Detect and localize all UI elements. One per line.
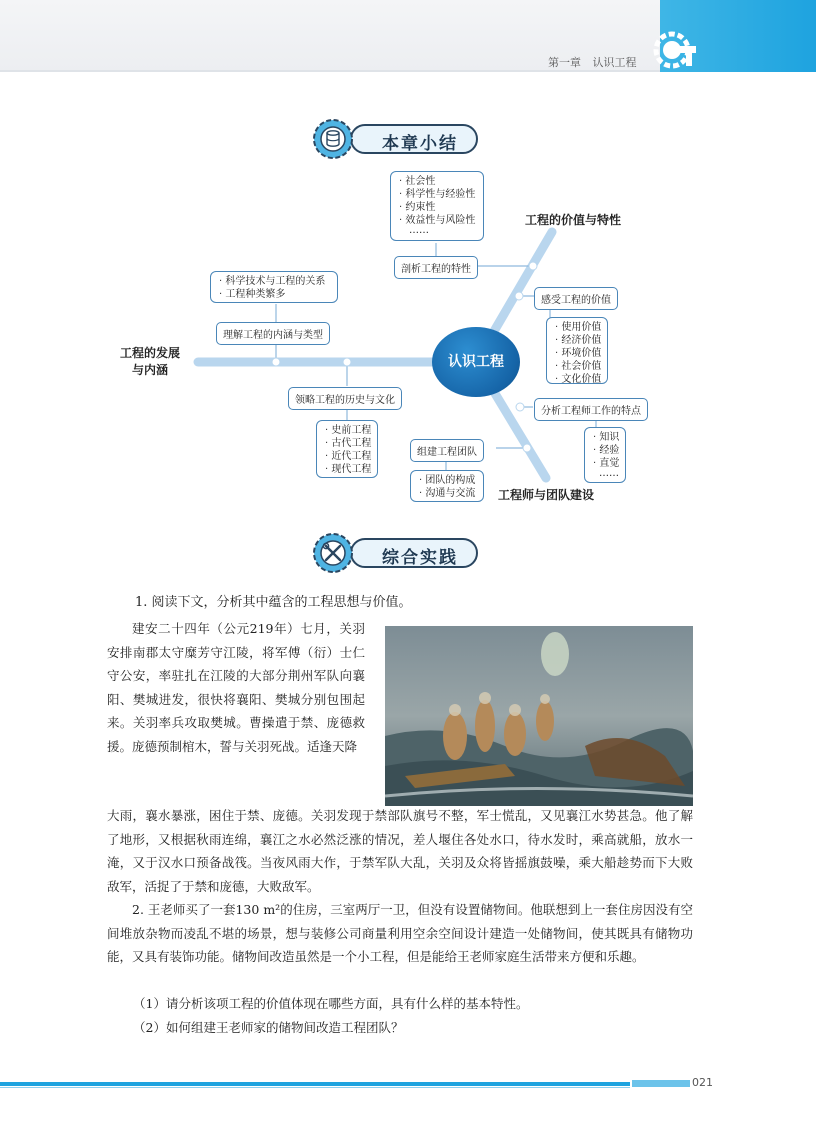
- practice-section-title: [310, 530, 490, 576]
- history-list: [316, 420, 378, 478]
- node-analyze-features: 剖析工程的特性: [394, 256, 478, 279]
- summary-section-title: [310, 116, 490, 162]
- list-item: · 约束性: [399, 201, 475, 214]
- engineer-list: [584, 427, 626, 483]
- list-item: · 近代工程: [325, 450, 369, 463]
- list-ellipsis: ……: [409, 225, 429, 236]
- question-2-part-1: （1）请分析该项工程的价值体现在哪些方面，具有什么样的基本特性。: [133, 996, 529, 1011]
- chapter-title: 认识工程: [592, 56, 637, 69]
- list-item: · 史前工程: [325, 424, 369, 437]
- tools-icon: [310, 530, 360, 576]
- list-item: · 社会价值: [555, 360, 599, 373]
- list-item: · 经济价值: [555, 334, 599, 347]
- list-item: · 文化价值: [555, 373, 599, 386]
- question-1: 1. 阅读下文，分析其中蕴含的工程思想与价值。: [135, 595, 412, 610]
- list-item: · 效益性与风险性: [399, 214, 475, 227]
- question-2: 2. 王老师买了一套130 m²的住房，三室两厅一卫，但没有设置储物间。他联想到上一套住房因没有空间堆放杂物而凌乱不堪的场景，想与装修公司商量利用空余空间设计建造一处储物间，使其既具有储物功能，又具有装饰功能。储物间改造虽然是一个小工程，但是能给王老师家庭生活带来方便和乐趣。: [107, 902, 693, 964]
- list-item: · 科学技术与工程的关系: [219, 275, 329, 288]
- list-item: · 工程种类繁多: [219, 288, 329, 301]
- list-item: · 经验: [593, 444, 617, 457]
- list-item: · 科学性与经验性: [399, 188, 475, 201]
- list-item: · 直觉: [593, 457, 617, 470]
- footer-rule-thin: [0, 1087, 630, 1088]
- chapter-number: 第一章: [548, 56, 581, 69]
- list-item: · 环境价值: [555, 347, 599, 360]
- branch-label-value: 工程的价值与特性: [525, 213, 622, 227]
- practice-title-text: 综合实践: [382, 548, 458, 568]
- list-item: · 现代工程: [325, 463, 369, 476]
- header-divider: [0, 70, 660, 72]
- node-history-culture: 领略工程的历史与文化: [288, 387, 402, 410]
- gear-icon: [650, 20, 702, 72]
- features-list: [390, 171, 484, 241]
- question-2-part-2: （2）如何组建王老师家的储物间改造工程团队？: [133, 1020, 404, 1035]
- running-header: [548, 54, 645, 70]
- list-item: · 社会性: [399, 175, 475, 188]
- node-engineer-work: 分析工程师工作的特点: [534, 398, 648, 421]
- team-list: [410, 470, 484, 502]
- node-build-team: 组建工程团队: [410, 439, 484, 462]
- list-item: · 沟通与交流: [419, 487, 475, 500]
- practice-title-pill: [350, 538, 478, 568]
- node-understand-connotation: 理解工程的内涵与类型: [216, 322, 330, 345]
- summary-title-text: 本章小结: [382, 134, 458, 154]
- branch-label-history: 工程的发展 与内涵: [120, 346, 181, 377]
- painting-image: [385, 626, 693, 806]
- footer-rule: [0, 1082, 630, 1086]
- database-icon: [310, 116, 360, 162]
- values-list: [546, 317, 608, 384]
- story-paragraph-continued: 大雨，襄水暴涨，困住于禁、庞德。关羽发现于禁部队旗号不整，军士慌乱，又见襄江水势甚急。他了解了地形，又根据秋雨连绵，襄江之水必然泛涨的情况，差人堰住各处水口，待水发时，乘高就船，放水一淹，又于汉水口预备战筏。当夜风雨大作，于禁军队大乱，关羽及众将皆摇旗鼓噪，乘大船趁势而下大败敌军，活捉了于禁和庞德，大败敌军。: [107, 808, 693, 894]
- list-item: · 古代工程: [325, 437, 369, 450]
- branch-label-team: 工程师与团队建设: [498, 488, 595, 502]
- node-feel-value: 感受工程的价值: [534, 287, 618, 310]
- list-item: · 知识: [593, 431, 617, 444]
- mindmap-center-node: 认识工程: [432, 327, 520, 397]
- footer-accent-bar: [632, 1080, 690, 1087]
- connotation-list: [210, 271, 338, 303]
- page-number: 021: [692, 1076, 713, 1089]
- story-paragraph-wrapped: 建安二十四年（公元219年）七月，关羽安排南郡太守糜芳守江陵，将军傅（衍）士仁守公安，率驻扎在江陵的大部分荆州军队向襄阳、樊城进发，很快将襄阳、樊城分别包围起来。关羽率兵攻取樊城。曹操遣于禁、庞德救援。庞德预制棺木，誓与关羽死战。适逢天降: [107, 621, 365, 754]
- summary-title-pill: [350, 124, 478, 154]
- list-item: · 使用价值: [555, 321, 599, 334]
- list-ellipsis: ……: [599, 468, 619, 479]
- list-item: · 团队的构成: [419, 474, 475, 487]
